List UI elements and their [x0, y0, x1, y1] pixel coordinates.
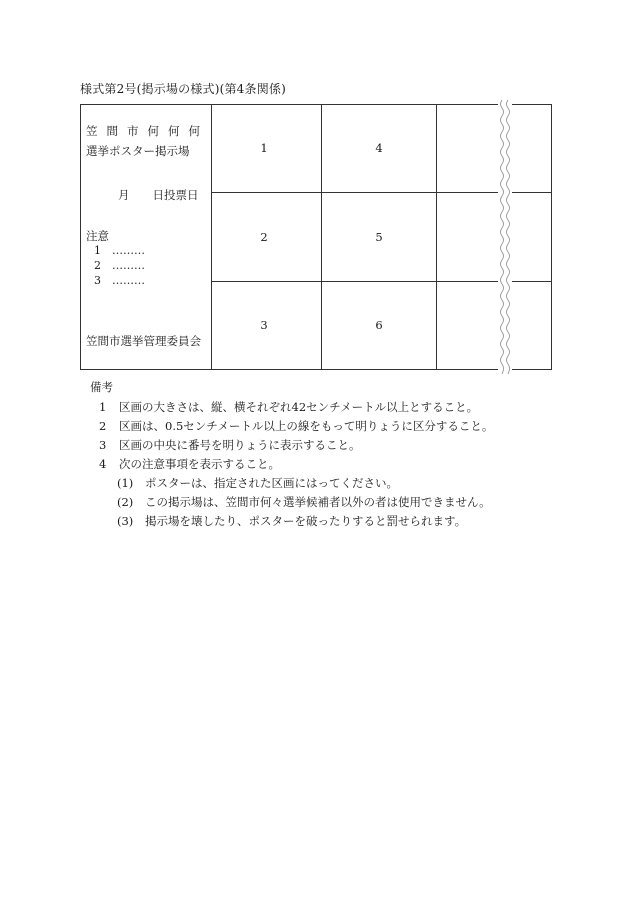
remark-sub-item — [117, 494, 491, 510]
board-heading: 選挙ポスター掲示場 — [86, 144, 190, 158]
remark-sub-item — [117, 475, 398, 491]
remark-number: 2 — [99, 419, 107, 433]
remark-sub-number: (3) — [117, 514, 134, 528]
notes-title: 注意 — [86, 229, 109, 243]
remark-item — [99, 437, 361, 453]
remark-text: 区画の中央に番号を明りょうに表示すること。 — [119, 438, 361, 452]
board-municipality: 笠間市何何何 — [86, 124, 209, 138]
remark-number: 1 — [99, 400, 107, 414]
committee-name: 笠間市選挙管理委員会 — [86, 334, 201, 348]
note-text: ……… — [112, 274, 145, 287]
remark-item — [99, 456, 280, 472]
cell-number-5: 5 — [375, 230, 383, 244]
cell-number-4: 4 — [375, 141, 383, 155]
voting-date: 月 日投票日 — [118, 188, 199, 202]
form-title: 様式第2号(掲示場の様式)(第4条関係) — [80, 82, 286, 96]
note-item — [94, 274, 145, 287]
cell-number-6: 6 — [375, 318, 383, 332]
board-label-panel — [80, 104, 212, 370]
cell-number-1: 1 — [260, 141, 268, 155]
remark-sub-text: 掲示場を壊したり、ポスターを破ったりすると罰せられます。 — [145, 514, 467, 528]
grid-line-v3 — [436, 104, 437, 370]
remark-sub-number: (1) — [117, 476, 134, 490]
note-item — [94, 244, 145, 257]
remark-item — [99, 399, 478, 415]
remark-item — [99, 418, 493, 434]
note-text: ……… — [112, 244, 145, 257]
note-number: 1 — [94, 244, 101, 257]
remark-text: 次の注意事項を表示すること。 — [119, 457, 280, 471]
remark-sub-number: (2) — [117, 495, 134, 509]
remark-text: 区画の大きさは、縦、横それぞれ42センチメートル以上とすること。 — [119, 400, 479, 414]
cell-number-2: 2 — [260, 230, 268, 244]
remark-number: 3 — [99, 438, 107, 452]
omission-break-mark — [498, 100, 512, 374]
remark-sub-item — [117, 513, 466, 529]
remark-number: 4 — [99, 457, 107, 471]
remark-sub-text: ポスターは、指定された区画にはってください。 — [145, 476, 398, 490]
note-text: ……… — [112, 259, 145, 272]
note-item — [94, 259, 145, 272]
note-number: 2 — [94, 259, 101, 272]
grid-line-v2 — [321, 104, 322, 370]
note-number: 3 — [94, 274, 101, 287]
poster-board-diagram — [80, 104, 552, 370]
remark-sub-text: この掲示場は、笠間市何々選挙候補者以外の者は使用できません。 — [145, 495, 491, 509]
remark-text: 区画は、0.5センチメートル以上の線をもって明りょうに区分すること。 — [119, 419, 494, 433]
remarks-title: 備考 — [90, 380, 113, 394]
cell-number-3: 3 — [260, 318, 268, 332]
